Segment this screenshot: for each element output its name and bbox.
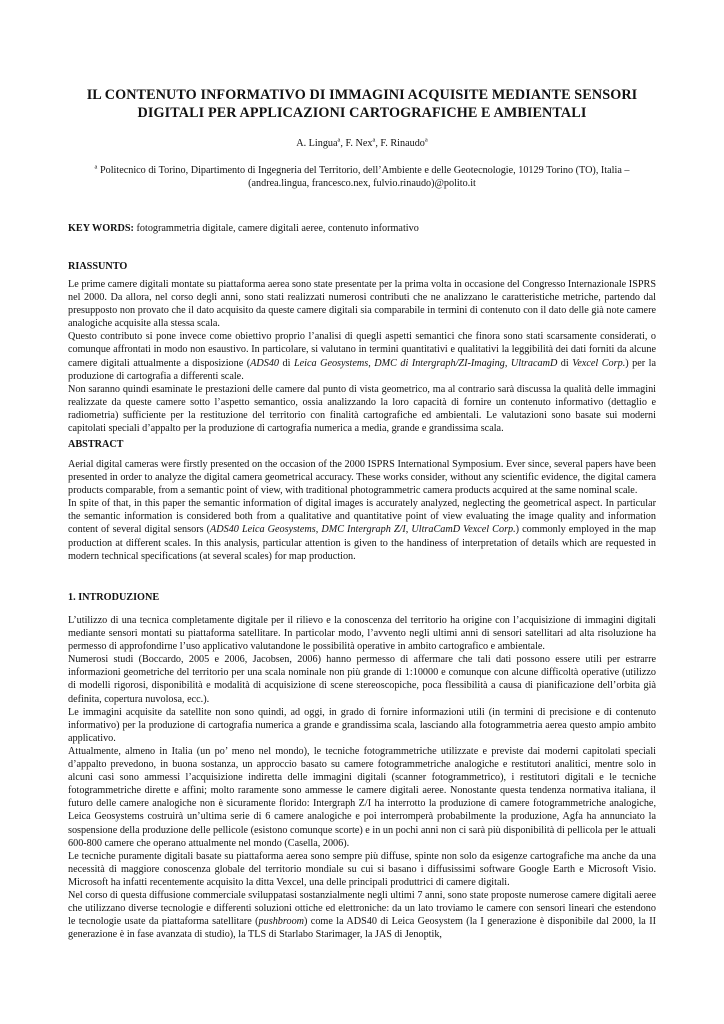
author-separator: ,: [375, 138, 381, 149]
italic-run: ADS40: [250, 357, 280, 369]
affiliation-mark: a: [372, 136, 376, 144]
paragraph: Le tecniche puramente digitali basate su piattaforma aerea sono sempre più diffuse, spinte non solo da esigenze cartografiche ma anche da una necessità di maggiore conoscenza globale del territorio mondiale su cui si basano i diffusissimi software Google Earth e Microsoft Visio. Microsoft ha infatti recentemente acquisito la ditta Vexcel, una delle principali produttrici di camere digitali.: [68, 850, 656, 888]
paragraph: L’utilizzo di una tecnica completamente digitale per il rilievo e la conoscenza del territorio ha origine con l’acquisizione di immagini digitali mediante sensori montati su piattaforma satellitare. In particolar modo, l’avvento negli ultimi anni di sensori satellitari ad alta risoluzione ha permesso di approfondirne l’uso applicativo valutandone le possibilità operative in ambito cartografico e ambientale.: [68, 615, 656, 653]
paragraph: Non saranno quindi esaminate le prestazioni delle camere dal punto di vista geometrico, ma al contrario sarà discussa la qualità delle immagini realizzate da queste camere sotto l’aspetto semantico, ossia analizzando la loro capacità di fornire un contenuto informativo (dettaglio e radiometria) sufficiente per la restituzione del territorio con finalità cartografiche ed ambientali. Le valutazioni sono basate sui moderni capitolati speciali d’appalto per la produzione di cartografia numerica a media, grande e grandissima scala.: [68, 383, 656, 435]
paragraph: Le prime camere digitali montate su piattaforma aerea sono state presentate per la prima volta in occasione del Congresso Internazionale ISPRS nel 2000. Da allora, nel corso degli anni, sono stati realizzati numerosi contributi che ne analizzano le caratteristiche metriche, partendo dal presupposto non provato che il dato acquisito da queste camere digitali sia comparabile in termini di contenuto con il dato delle già note camere analogiche acquisite alla stessa scala.: [68, 279, 656, 330]
italic-run: ADS40 Leica Geosystems: [210, 524, 316, 536]
keywords: [68, 222, 656, 235]
author-name: A. Lingua: [296, 138, 338, 149]
text-run: ) commonly employed in the map production at different scales. In this analysis, particular attention is given to the handiness of interpretation of details which are requested in modern technical specifications (at several scales) for map production.: [68, 524, 657, 562]
author-separator: ,: [340, 138, 346, 149]
paragraph: [68, 497, 656, 562]
paragraph: [68, 889, 656, 941]
text-run: di: [557, 357, 573, 369]
riassunto-heading: RIASSUNTO: [68, 261, 128, 272]
text-run: di: [279, 357, 294, 369]
abstract-body: [68, 458, 656, 563]
italic-run: Vexcel Corp.: [572, 357, 626, 369]
text-run: ) per la produzione di cartografia a differenti scale.: [68, 357, 657, 382]
affiliation: [60, 164, 664, 190]
italic-run: UltracamD: [510, 357, 558, 369]
paragraph: [68, 330, 656, 382]
paragraph: Attualmente, almeno in Italia (un po’ meno nel mondo), le tecniche fotogrammetriche utilizzate e previste dai moderni capitolati speciali d’appalto prevedono, in buona sostanza, un approccio basato su camere fotogrammetriche analogiche e restitutori analitici, mentre solo in alcuni casi sono ammessi l’acquisizione indiretta delle immagini digitali (scanner fotogrammetrico), i restitutori digitali e le tecniche fotogrammetriche dirette e affini; molto raramente sono ammesse le camere digitali aeree. Nonostante questa tendenza normativa italiana, il futuro delle camere analogiche non è sicuramente florido: Intergraph Z/I ha interrotto la produzione di camere fotogrammetriche analogiche, Leica Geosystems costruirà un’ultima serie di 6 camere analogiche e poi interromperà probabilmente la produzione, Agfa ha annunciato la sospensione della produzione delle pellicole (esistono comunque scorte) e in un pochi anni non ci sarà più disponibilità di pellicola per le attuali 600-800 camere che operano attualmente nel mondo (Casella, 2006).: [68, 745, 656, 849]
affiliation-emails: (andrea.lingua, francesco.nex, fulvio.rinaudo)@polito.it: [248, 178, 476, 189]
italic-run: DMC di Intergraph/ZI-Imaging: [374, 357, 505, 369]
author-name: F. Rinaudo: [380, 138, 425, 149]
section-heading-introduzione: 1. INTRODUZIONE: [68, 592, 160, 603]
paragraph: Numerosi studi (Boccardo, 2005 e 2006, Jacobsen, 2006) hanno permesso di affermare che tali dati possono essere utili per estrarre informazioni geometriche del territorio per una scala nominale non più grande di 1:10000 e comunque con alcune difficoltà operative (utilizzo di modelli rigorosi, disponibilità e modalità di acquisizione di scene stereoscopiche, poca flessibilità a causa di pianificazione dell’orbita già definita, copertura nuvolosa, ecc.).: [68, 654, 656, 705]
keywords-text: fotogrammetria digitale, camere digitali aeree, contenuto informativo: [133, 223, 419, 234]
keywords-label: KEY WORDS:: [68, 223, 134, 234]
title-line-2: DIGITALI PER APPLICAZIONI CARTOGRAFICHE E AMBIENTALI: [137, 105, 587, 121]
introduzione-body: [68, 614, 656, 941]
text-run: ,: [504, 357, 511, 369]
affiliation-mark: a: [424, 136, 428, 144]
text-run: ) come la ADS40 di Leica Geosystem (la I generazione è disponibile dal 2000, la II generazione è in fase avanzata di studio), la TLS di Starlabo Starimager, la JAS di Jenoptik,: [68, 916, 656, 941]
title-line-1: IL CONTENUTO INFORMATIVO DI IMMAGINI ACQUISITE MEDIANTE SENSORI: [86, 87, 638, 103]
italic-run: UltraCamD Vexcel Corp.: [411, 524, 516, 536]
abstract-heading: ABSTRACT: [68, 439, 124, 450]
affiliation-text: Politecnico di Torino, Dipartimento di Ingegneria del Territorio, dell’Ambiente e delle Geotecnologie, 10129 Torino (TO), Italia –: [97, 165, 630, 176]
author-name: F. Nex: [345, 138, 373, 149]
paragraph: Le immagini acquisite da satellite non sono quindi, ad oggi, in grado di fornire informazioni utili (in termini di precisione e di contenuto informativo) per la produzione di cartografia numerica a grande e grandissima scala, lasciando alla fotogrammetria aerea questo ampio ambito applicativo.: [68, 706, 656, 744]
riassunto-body: [68, 278, 656, 435]
text-run: Questo contributo si pone invece come obiettivo proprio l’analisi di quegli aspetti semantici che finora sono stati scarsamente considerati, o comunque affrontati in modo non esaustivo. In particolare, si valutano in termini quantitativi e qualitativi la leggibilità dei dati forniti da alcune camere digitali attualmente a disposizione (: [68, 331, 656, 369]
text-run: ,: [405, 524, 412, 536]
affiliation-mark: a: [337, 136, 341, 144]
italic-run: pushbroom: [258, 916, 305, 928]
affiliation-line-1: [60, 164, 664, 177]
affiliation-mark: a: [94, 163, 98, 171]
text-run: Nel corso di questa diffusione commerciale sviluppatasi sostanzialmente negli ultimi 7 anni, sono state proposte numerose camere digitali aeree che utilizzano diverse tecnologie e differenti soluzioni ottiche ed elettroniche: da un lato troviamo le camere con sensori lineari che estendono le tecnologie usate da piattaforma satellitare (: [68, 889, 656, 928]
text-run: ,: [315, 524, 322, 536]
author-list: [40, 137, 684, 150]
paper-title: [40, 86, 684, 122]
text-run: ,: [368, 357, 375, 369]
italic-run: Leica Geosystems: [293, 357, 369, 369]
italic-run: DMC Intergraph Z/I: [321, 524, 406, 536]
paragraph: Aerial digital cameras were firstly presented on the occasion of the 2000 ISPRS International Symposium. Ever since, several papers have been presented in order to analyze the digital camera geometrical accuracy. These works consider, without any scientific evidence, the digital camera products comparable, from a semantic point of view, with traditional photogrammetric camera products acquired at the same nominal scale.: [68, 459, 656, 497]
text-run: In spite of that, in this paper the semantic information of digital images is accurately analyzed, neglecting the geometrical aspect. In particular the semantic information is considered both from a qualitative and quantitative point of view evaluating the image quality and information content of several digital sensors (: [68, 498, 656, 536]
